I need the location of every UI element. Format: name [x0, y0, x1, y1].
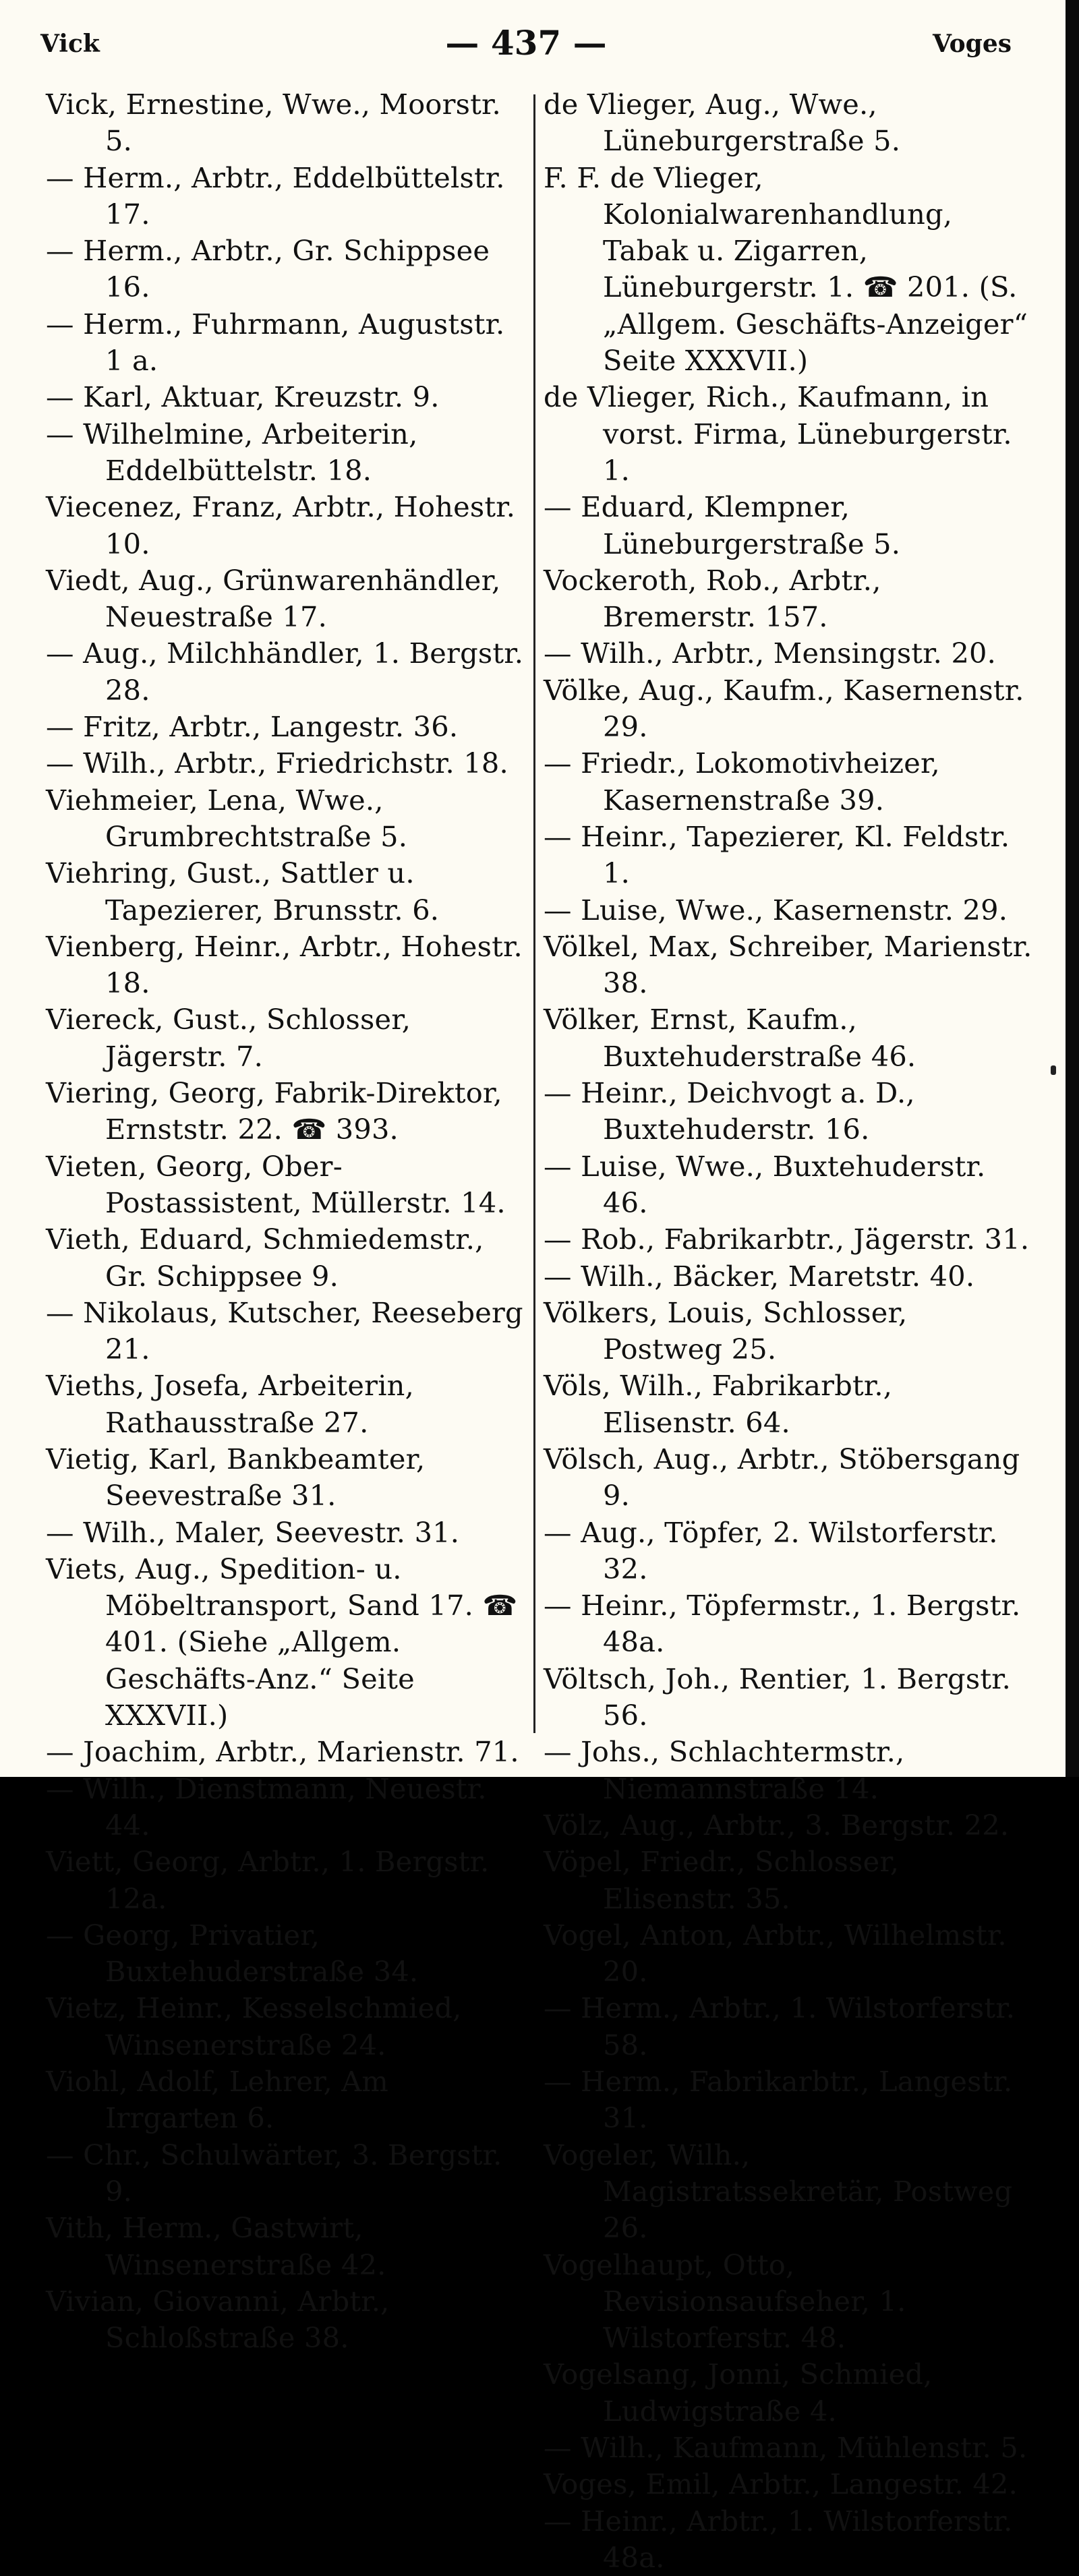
directory-entry: Vieths, Josefa, Arbeiterin, Rathausstraße 27.: [46, 1369, 414, 1439]
directory-entry: Vivian, Giovanni, Arbtr., Schloßstraße 38.: [46, 2284, 390, 2355]
directory-entry: Völke, Aug., Kaufm., Kasernenstr. 29.: [544, 673, 1024, 744]
directory-entry: — Johs., Schlachtermstr., Niemannstraße 14.: [544, 1735, 905, 1805]
directory-entry: Völtsch, Joh., Rentier, 1. Bergstr. 56.: [544, 1662, 1012, 1732]
directory-entry: Vietig, Karl, Bankbeamter, Seevestraße 31.: [46, 1442, 426, 1513]
directory-entry: — Heinr., Tapezierer, Kl. Feldstr. 1.: [544, 819, 1010, 890]
directory-entry: — Eduard, Klempner, Lüneburgerstraße 5.: [544, 490, 901, 560]
directory-entry: Vogeler, Wilh., Magistratssekretär, Postweg 26.: [544, 2138, 1013, 2245]
directory-entry: Vockeroth, Rob., Arbtr., Bremerstr. 157.: [544, 563, 881, 634]
directory-entry: — Herm., Arbtr., Gr. Schippsee 16.: [46, 234, 490, 304]
directory-entry: Vogelsang, Jonni, Schmied, Ludwigstraße 4.: [544, 2358, 933, 2428]
directory-entry: Völs, Wilh., Fabrikarbtr., Elisenstr. 64.: [544, 1369, 893, 1439]
directory-entry: — Aug., Milchhändler, 1. Bergstr. 28.: [46, 637, 524, 707]
directory-entry: Vieten, Georg, Ober-Postassistent, Müllerstr. 14.: [46, 1149, 506, 1219]
directory-entry: — Heinr., Töpfermstr., 1. Bergstr. 48a.: [544, 1589, 1021, 1659]
directory-entry: — Aug., Töpfer, 2. Wilstorferstr. 32.: [544, 1515, 998, 1585]
directory-entry: Viett, Georg, Arbtr., 1. Bergstr. 12a.: [46, 1845, 490, 1915]
directory-entry: — Herm., Fabrikarbtr., Langestr. 31.: [544, 2065, 1013, 2135]
directory-entry: — Herm., Arbtr., Eddelbüttelstr. 17.: [46, 160, 505, 231]
directory-entry: Vöpel, Friedr., Schlosser, Elisenstr. 35.: [544, 1845, 900, 1915]
directory-entry: — Joachim, Arbtr., Marienstr. 71.: [46, 1735, 519, 1769]
directory-entry: — Heinr., Arbtr., 1. Wilstorferstr. 48a.: [544, 2504, 1013, 2574]
directory-entry: Vogelhaupt, Otto, Revisionsaufseher, 1. Wilstorferstr. 48.: [544, 2248, 906, 2355]
directory-entry: — Wilh., Bäcker, Maretstr. 40.: [544, 1259, 975, 1293]
directory-entry: — Wilh., Dienstmann, Neuestr. 44.: [46, 1772, 487, 1842]
directory-entry: — Wilh., Arbtr., Mensingstr. 20.: [544, 637, 997, 670]
directory-entry: Völsch, Aug., Arbtr., Stöbersgang 9.: [544, 1442, 1020, 1513]
scan-edge: [1066, 0, 1079, 1777]
directory-entry: Vienberg, Heinr., Arbtr., Hohestr. 18.: [46, 929, 523, 1000]
directory-entry: de Vlieger, Aug., Wwe., Lüneburgerstraße 5.: [544, 88, 901, 158]
directory-entry: — Friedr., Lokomotivheizer, Kasernenstraße 39.: [544, 747, 940, 817]
directory-entry: — Rob., Fabrikarbtr., Jägerstr. 31.: [544, 1223, 1030, 1256]
directory-entry: Viecenez, Franz, Arbtr., Hohestr. 10.: [46, 490, 516, 560]
directory-entry: — Herm., Fuhrmann, Auguststr. 1 a.: [46, 307, 505, 378]
directory-entry: — Wilh., Arbtr., Friedrichstr. 18.: [46, 747, 508, 780]
directory-entry: Viehmeier, Lena, Wwe., Grumbrechtstraße 5.: [46, 783, 408, 853]
page-number: — 437 —: [445, 23, 607, 63]
directory-entry: Völz, Aug., Arbtr., 3. Bergstr. 22.: [544, 1808, 1010, 1842]
column-divider: [533, 94, 535, 1733]
directory-entry: — Luise, Wwe., Buxtehuderstr. 46.: [544, 1149, 986, 1219]
directory-entry: — Nikolaus, Kutscher, Reeseberg 21.: [46, 1295, 523, 1366]
directory-entry: — Luise, Wwe., Kasernenstr. 29.: [544, 893, 1008, 927]
header-first-entry: Vick: [40, 30, 100, 58]
directory-entry: Viereck, Gust., Schlosser, Jägerstr. 7.: [46, 1003, 411, 1073]
directory-entry: — Chr., Schulwärter, 3. Bergstr. 9.: [46, 2138, 502, 2208]
directory-entry: de Vlieger, Rich., Kaufmann, in vorst. Firma, Lüneburgerstr. 1.: [544, 380, 1012, 487]
directory-entry: F. F. de Vlieger, Kolonialwarenhandlung, Tabak u. Zigarren, Lüneburgerstr. 1. ☎ 201. (S. „Allgem. Geschäfts-Anzeiger“ Seite XXXVII.): [544, 160, 1028, 378]
page-header: [40, 20, 1012, 67]
directory-entry: — Fritz, Arbtr., Langestr. 36.: [46, 710, 459, 744]
directory-entry: Völkel, Max, Schreiber, Marienstr. 38.: [544, 929, 1032, 1000]
directory-entry: — Karl, Aktuar, Kreuzstr. 9.: [46, 380, 440, 414]
directory-entry: — Herm., Arbtr., 1. Wilstorferstr. 58.: [544, 1991, 1016, 2061]
directory-entry: — Wilh., Maler, Seevestr. 31.: [46, 1515, 460, 1549]
directory-entry: — Wilhelmine, Arbeiterin, Eddelbüttelstr. 18.: [46, 417, 418, 487]
directory-entry: Viehring, Gust., Sattler u. Tapezierer, Brunsstr. 6.: [46, 856, 440, 927]
header-last-entry: Voges: [933, 30, 1012, 58]
directory-entry: Vith, Herm., Gastwirt, Winsenerstraße 42.: [46, 2211, 386, 2281]
directory-entry: Vogel, Anton, Arbtr., Wilhelmstr. 20.: [544, 1918, 1007, 1989]
directory-entry: Völkers, Louis, Schlosser, Postweg 25.: [544, 1295, 908, 1366]
directory-entry: Vick, Ernestine, Wwe., Moorstr. 5.: [46, 88, 501, 158]
print-speck: [1051, 1065, 1056, 1075]
directory-entry: Viets, Aug., Spedition- u. Möbeltransport, Sand 17. ☎ 401. (Siehe „Allgem. Geschäfts-Anz.“ Seite XXXVII.): [46, 1552, 518, 1732]
directory-entry: Viedt, Aug., Grünwarenhändler, Neuestraße 17.: [46, 563, 501, 634]
directory-entry: — Wilh., Kaufmann, Mühlenstr. 5.: [544, 2431, 1028, 2464]
left-column: [46, 86, 525, 2356]
directory-entry: — Georg, Privatier, Buxtehuderstraße 34.: [46, 1918, 419, 1989]
directory-entry: Viohl, Adolf, Lehrer, Am Irrgarten 6.: [46, 2065, 388, 2135]
directory-entry: Viering, Georg, Fabrik-Direktor, Ernststr. 22. ☎ 393.: [46, 1076, 502, 1146]
directory-entry: Voges, Emil, Arbtr., Langestr. 42.: [544, 2467, 1018, 2501]
directory-entry: Völker, Ernst, Kaufm., Buxtehuderstraße 46.: [544, 1003, 916, 1073]
directory-entry: Vietz, Heinr., Kesselschmied, Winsenerstraße 24.: [46, 1991, 462, 2061]
directory-entry: Vieth, Eduard, Schmiedemstr., Gr. Schippsee 9.: [46, 1223, 484, 1293]
directory-entry: — Heinr., Deichvogt a. D., Buxtehuderstr. 16.: [544, 1076, 915, 1146]
right-column: [544, 86, 1032, 2576]
